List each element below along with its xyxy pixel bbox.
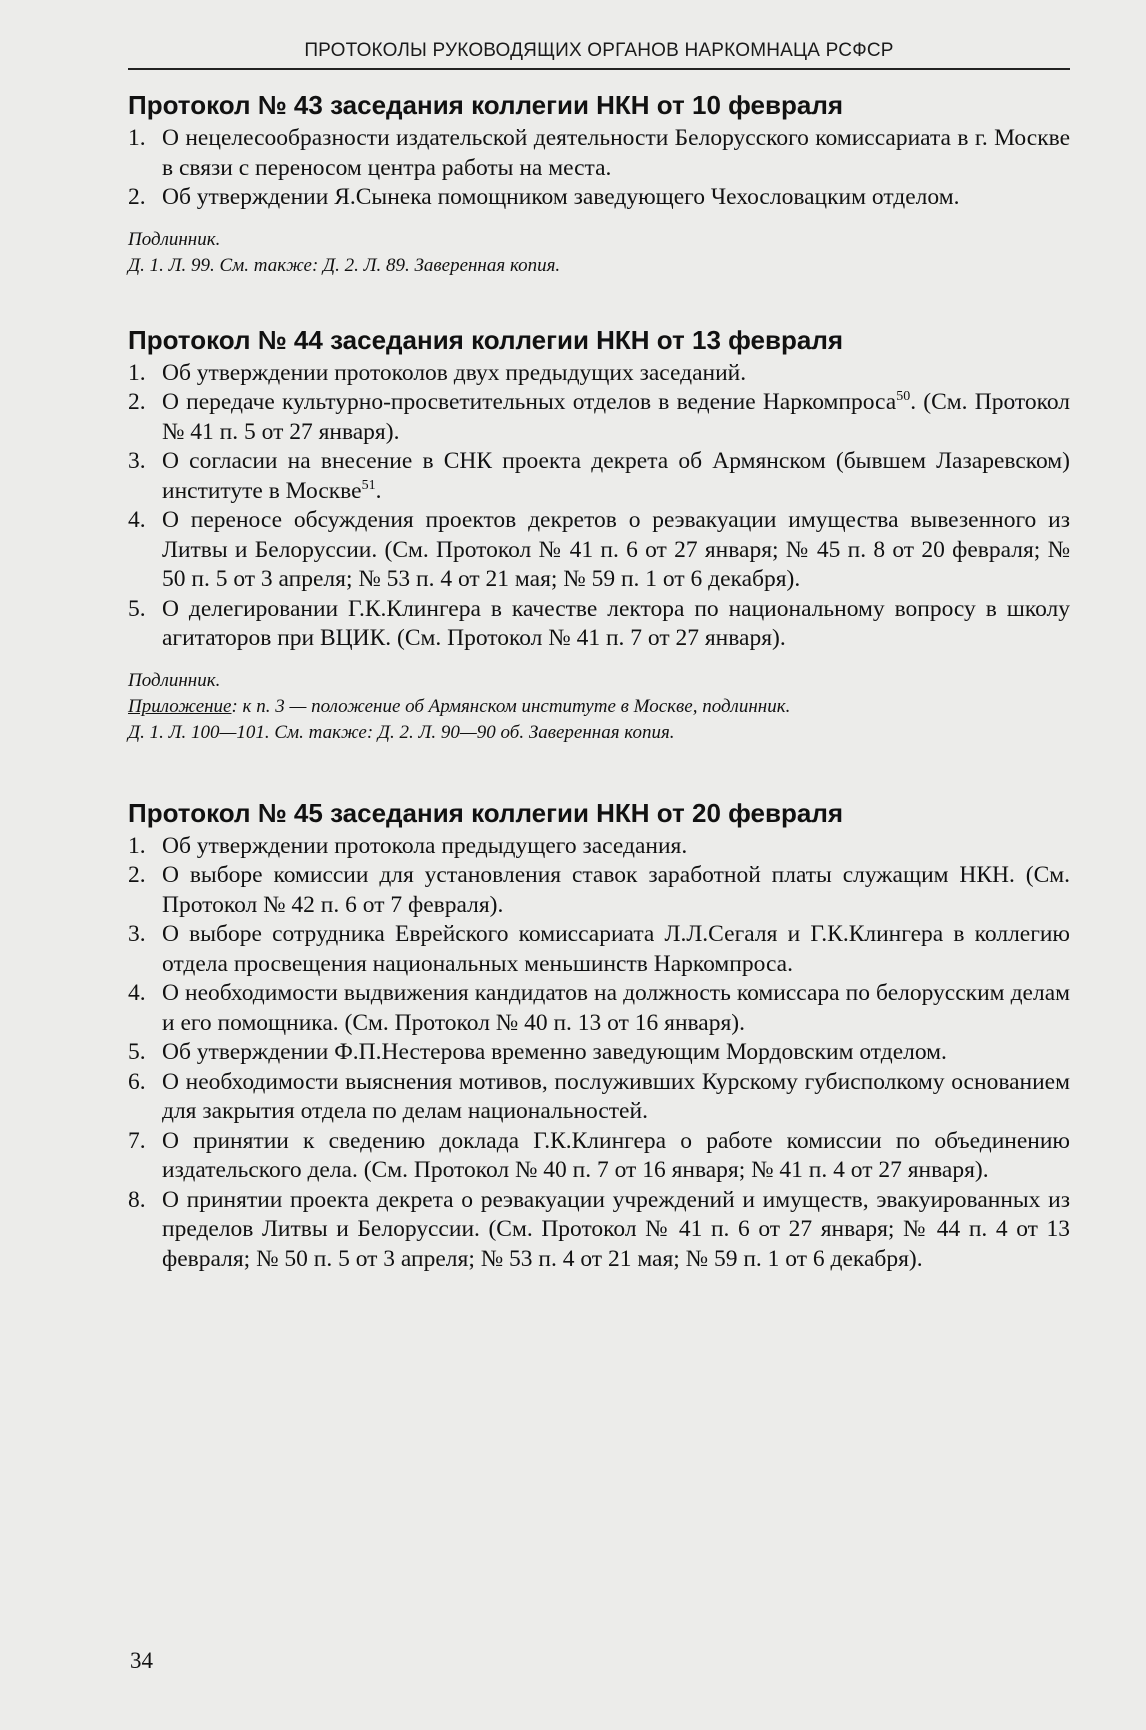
protocol-43 [128, 88, 1070, 279]
item-text: Об утверждении Ф.П.Нестерова временно заведующим Мордовским отделом. [162, 1039, 947, 1065]
source-label: Подлинник. [128, 669, 221, 691]
item-number: 7. [128, 1127, 146, 1154]
agenda-item [128, 1127, 1070, 1186]
section-spacer [128, 279, 1070, 323]
item-text: Об утверждении протокола предыдущего заседания. [162, 832, 688, 859]
item-text: О принятии проекта декрета о реэвакуации учреждений и имуществ, эвакуированных из пределов Литвы и Белоруссии. (См. Протокол № 41 п. 6 от 27 января; № 44 п. 4 от 13 февраля; № 50 п. 5 от 3 апреля; № 53 п. 4 от 21 мая; № 59 п. 1 от 6 декабря). [162, 1186, 1070, 1272]
protocol-title: Протокол № 44 заседания коллегии НКН от 13 февраля [128, 324, 844, 355]
agenda-item [128, 1186, 1070, 1275]
item-text: О нецелесообразности издательской деятельности Белорусского комиссариата в г. Москве в связи с переносом центра работы на места. [162, 125, 1070, 181]
agenda-list [128, 832, 1070, 1275]
protocol-44 [128, 323, 1070, 746]
agenda-list [128, 124, 1070, 213]
agenda-item [128, 920, 1070, 979]
item-text-continued: . [375, 477, 382, 504]
protocol-title: Протокол № 43 заседания коллегии НКН от 10 февраля [128, 90, 844, 120]
page-number: 34 [130, 1648, 153, 1673]
item-text: О выборе сотрудника Еврейского комиссариата Л.Л.Сегаля и Г.К.Клингера в коллегию отдела просвещения национальных меньшинств Наркомпроса. [162, 921, 1070, 977]
agenda-item [128, 1038, 1070, 1068]
agenda-item [128, 183, 1070, 213]
agenda-item [128, 1068, 1070, 1127]
agenda-item [128, 979, 1070, 1038]
agenda-item [128, 595, 1070, 654]
agenda-item [128, 447, 1070, 506]
appendix-note [128, 694, 1070, 720]
footnote-reference[interactable]: 50 [896, 389, 911, 404]
agenda-item [128, 861, 1070, 920]
item-number: 5. [128, 595, 146, 622]
item-number: 8. [128, 1186, 146, 1213]
item-text: О делегировании Г.К.Клингера в качестве лектора по национальному вопросу в школу агитаторов при ВЦИК. (См. Протокол № 41 п. 7 от 27 января). [162, 595, 1070, 651]
page-content [128, 88, 1070, 1274]
item-number: 1. [128, 125, 146, 151]
item-text-continued: . (См. Протокол № 41 п. 5 от 27 января). [162, 389, 1070, 445]
item-text: О переносе обсуждения проектов декретов о реэвакуации имущества вывезенного из Литвы и Белоруссии. (См. Протокол № 41 п. 6 от 27 января; № 45 п. 8 от 20 февраля; № 50 п. 5 от 3 апреля; № 53 п. 4 от 21 мая; № 59 п. 1 от 6 декабря). [162, 507, 1070, 592]
item-number: 4. [128, 980, 146, 1006]
item-text: О необходимости выяснения мотивов, послуживших Курскому губисполкому основанием для закрытия отдела по делам национальностей. [162, 1068, 1070, 1124]
item-text: Об утверждении протоколов двух предыдущих заседаний. [162, 359, 747, 386]
item-text: Об утверждении Я.Сынека помощником заведующего Чехословацким отделом. [162, 184, 960, 210]
appendix-text: : к п. 3 — положение об Армянском институте в Москве, подлинник. [231, 695, 791, 717]
protocol-45 [128, 796, 1070, 1275]
item-number: 5. [128, 1039, 146, 1065]
running-header: ПРОТОКОЛЫ РУКОВОДЯЩИХ ОРГАНОВ НАРКОМНАЦА РСФСР [128, 40, 1070, 70]
protocol-title: Протокол № 45 заседания коллегии НКН от 20 февраля [128, 797, 844, 828]
item-text: О выборе комиссии для установления ставок заработной платы служащим НКН. (См. Протокол № 42 п. 6 от 7 февраля). [162, 862, 1070, 918]
item-number: 6. [128, 1068, 146, 1095]
item-text: О согласии на внесение в СНК проекта декрета об Армянском (бывшем Лазаревском) институте в Москве [162, 448, 1070, 504]
agenda-item [128, 124, 1070, 183]
item-number: 4. [128, 507, 146, 533]
item-number: 3. [128, 921, 146, 947]
item-number: 2. [128, 184, 146, 210]
item-number: 1. [128, 832, 146, 859]
agenda-item [128, 388, 1070, 447]
source-reference: Д. 1. Л. 100—101. См. также: Д. 2. Л. 90—90 об. Заверенная копия. [128, 721, 675, 743]
item-number: 2. [128, 862, 146, 888]
agenda-item [128, 359, 1070, 389]
footnote-reference[interactable]: 51 [361, 477, 376, 493]
source-reference: Д. 1. Л. 99. См. также: Д. 2. Л. 89. Заверенная копия. [128, 254, 561, 276]
item-number: 2. [128, 389, 146, 415]
section-spacer [128, 746, 1070, 796]
agenda-item [128, 832, 1070, 862]
item-text: О принятии к сведению доклада Г.К.Клингера о работе комиссии по объединению издательского дела. (См. Протокол № 40 п. 7 от 16 января; № 41 п. 4 от 27 января). [162, 1127, 1070, 1183]
archival-source [128, 227, 1070, 279]
item-number: 1. [128, 359, 146, 386]
item-text: О передаче культурно-просветительных отделов в ведение Наркомпроса [162, 389, 897, 415]
agenda-list [128, 359, 1070, 654]
archival-source [128, 668, 1070, 746]
appendix-label: Приложение [128, 695, 232, 717]
source-label: Подлинник. [128, 228, 221, 250]
agenda-item [128, 506, 1070, 595]
item-text: О необходимости выдвижения кандидатов на должность комиссара по белорусским делам и его помощника. (См. Протокол № 40 п. 13 от 16 января). [162, 980, 1070, 1036]
item-number: 3. [128, 448, 146, 474]
